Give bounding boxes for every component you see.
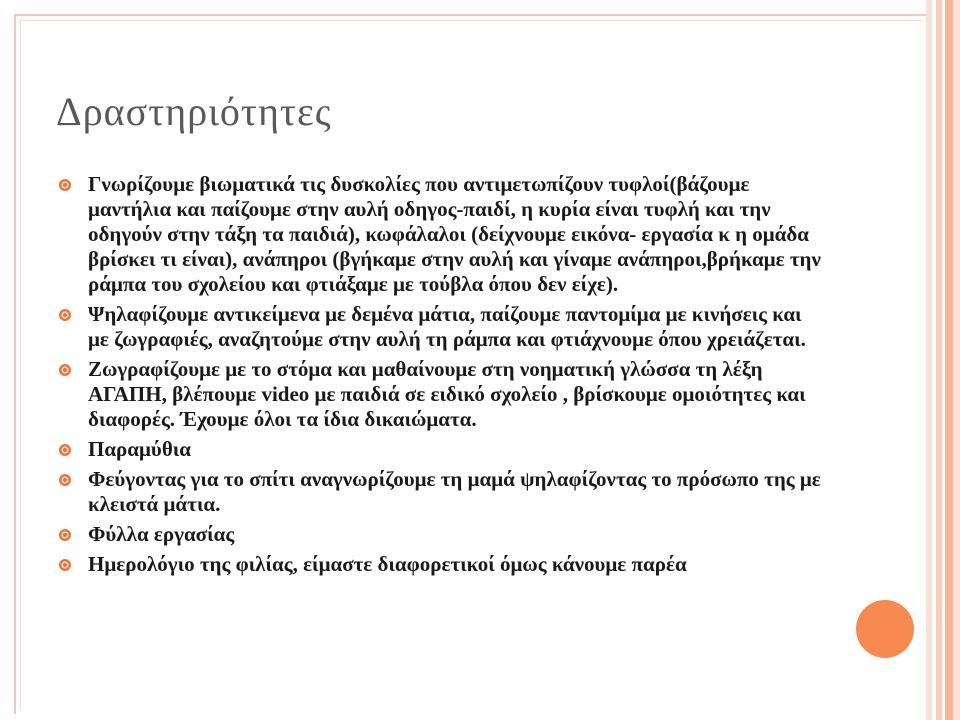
bullet-text: Ψηλαφίζουμε αντικείμενα με δεμένα μάτια, παίζουμε παντομίμα με κινήσεις και με ζωγραφιές, αναζητούμε στην αυλή τη ράμπα και φτιάχνουμε όπου χρειάζεται.	[88, 302, 806, 351]
bullet-text: Γνωρίζουμε βιωματικά τις δυσκολίες που αντιμετωπίζουν τυφλοί(βάζουμε μαντήλια και παίζουμε στην αυλή οδηγος-παιδί, η κυρία είναι τυφλή και την οδηγούν στην τάξη τα παιδιά), κωφάλαλοι (δείχνουμε εικόνα- εργασία κ η ομάδα βρίσκει τι είναι), ανάπηροι (βγήκαμε στην αυλή και γίναμε ανάπηροι,βρήκαμε την ράμπα του σχολείου και φτιάξαμε με τούβλα όπου δεν είχε).	[88, 172, 821, 296]
decorative-orange-circle	[856, 600, 914, 658]
stripe	[945, 0, 953, 720]
bullet-ring-icon	[58, 308, 72, 322]
bullet-ring-icon	[58, 473, 72, 487]
bullet-item	[56, 437, 826, 462]
bullet-text: Ημερολόγιο της φιλίας, είμαστε διαφορετικοί όμως κάνουμε παρέα	[88, 552, 687, 576]
bullet-item	[56, 522, 826, 547]
bullet-text: Φεύγοντας για το σπίτι αναγνωρίζουμε τη μαμά ψηλαφίζοντας το πρόσωπο της με κλειστά μάτια.	[88, 467, 821, 516]
bullet-ring-icon	[58, 363, 72, 377]
bullet-item	[56, 552, 826, 577]
bullet-text: Ζωγραφίζουμε με το στόμα και μαθαίνουμε στη νοηματική γλώσσα τη λέξη ΑΓΑΠΗ, βλέπουμε video με παιδιά σε ειδικό σχολείο , βρίσκουμε ομοιότητες και διαφορές. Έχουμε όλοι τα ίδια δικαιώματα.	[88, 357, 806, 431]
bullet-ring-icon	[58, 443, 72, 457]
bullet-item	[56, 302, 826, 352]
slide-title: Δραστηριότητες	[56, 89, 332, 134]
bullet-list	[56, 172, 826, 582]
stripe	[953, 0, 960, 720]
bullet-ring-icon	[58, 528, 72, 542]
right-decorative-stripes	[926, 0, 960, 720]
bullet-item	[56, 357, 826, 432]
bullet-text: Φύλλα εργασίας	[88, 522, 235, 546]
bullet-text: Παραμύθια	[88, 437, 192, 461]
bullet-item	[56, 172, 826, 297]
bullet-ring-icon	[58, 178, 72, 192]
bullet-ring-icon	[58, 558, 72, 572]
bullet-item	[56, 467, 826, 517]
